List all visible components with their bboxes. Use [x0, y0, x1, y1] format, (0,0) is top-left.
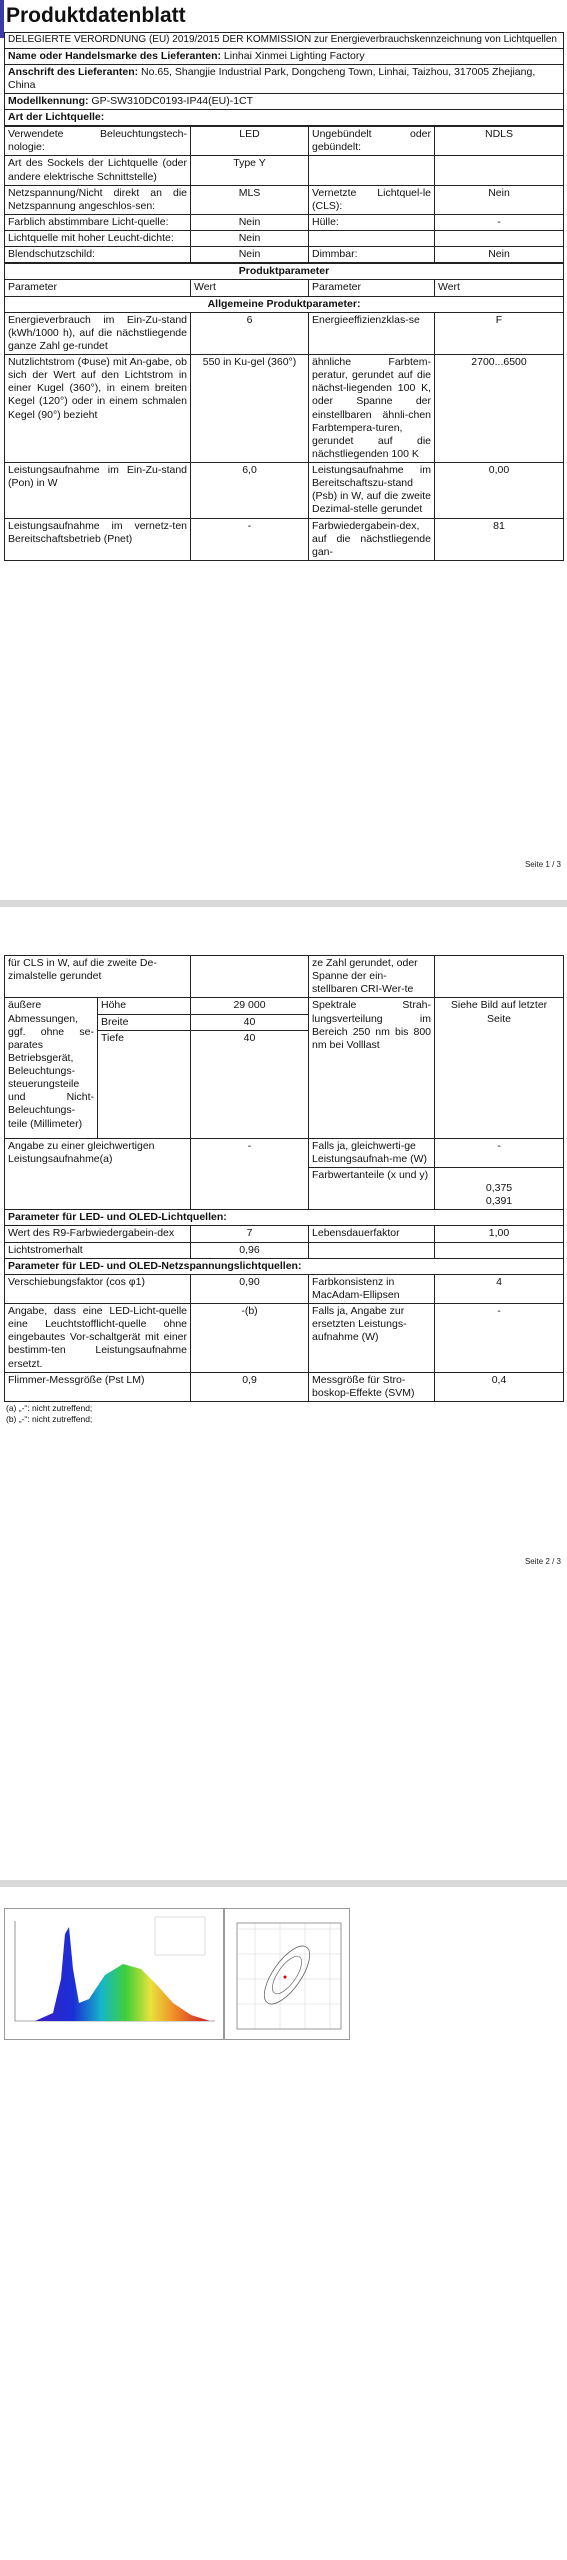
param-label: Lichtquelle mit hoher Leucht-dichte: [5, 231, 191, 247]
regulation-text: DELEGIERTE VERORDNUNG (EU) 2019/2015 DER KOMMISSION zur Energieverbrauchskennzeichnung von Lichtquellen [5, 33, 564, 49]
empty-cell [191, 956, 309, 998]
model-id: GP-SW310DC0193-IP44(EU)-1CT [91, 94, 254, 107]
param-value: 6 [191, 312, 309, 354]
empty-cell [435, 956, 564, 998]
dimensions-label: äußere Abmessungen, ggf. ohne se-parates Betriebsgerät, Beleuchtungs-steuerungsteile und Nicht-Beleuchtungs-teile (Millimeter) [5, 998, 98, 1138]
dim-width-label: Breite [98, 1014, 191, 1030]
rows1-row [5, 185, 564, 214]
param-label [309, 156, 435, 185]
chroma-bg [225, 1909, 349, 2039]
param-value: Type Y [191, 156, 309, 185]
supplier-address: No.65, Shangjie Industrial Park, Dongcheng Town, Linhai, Taizhou, 317005 Zhejiang, China [8, 65, 536, 91]
flicker-value: 0,9 [191, 1372, 309, 1401]
chromaticity-panel [224, 1908, 350, 2040]
supplier-name-label: Name oder Handelsmarke des Lieferanten: [8, 49, 221, 62]
param-value [435, 231, 564, 247]
col-parameter-1: Parameter [5, 280, 191, 296]
life-label: Lebensdauerfaktor [309, 1226, 435, 1242]
param-value: Nein [191, 231, 309, 247]
param-label: Nutzlichtstrom (Φuse) mit An-gabe, ob sich der Wert auf den Lichtstrom in einer Kugel (360°), in einem breiten Kegel (120°) oder in einem schmalen Kegel (90°) bezieht [5, 355, 191, 463]
product-params-table [4, 263, 564, 561]
page-2 [0, 907, 567, 1867]
param-label: Vernetzte Lichtquel-le (CLS): [309, 185, 435, 214]
page-1 [0, 0, 567, 880]
replace-r-value: - [435, 1304, 564, 1373]
param-value [435, 156, 564, 185]
param-label: Leistungsaufnahme im vernetz-ten Bereitschaftsbetrieb (Pnet) [5, 518, 191, 560]
rows2-row [5, 518, 564, 560]
param-label: Energieeffizienzklas-se [309, 312, 435, 354]
measured-point [284, 1976, 287, 1979]
lumen-maintenance-label: Lichtstromerhalt [5, 1242, 191, 1258]
param-label: Ungebündelt oder gebündelt: [309, 127, 435, 156]
col-wert-2: Wert [435, 280, 564, 296]
spectrum-chart [5, 1909, 223, 2039]
r9-value: 7 [191, 1226, 309, 1242]
spectral-value: Siehe Bild auf letzter Seite [435, 998, 564, 1138]
footnote-a: (a) „-“: nicht zutreffend; [6, 1402, 93, 1413]
param-value: Nein [191, 247, 309, 263]
supplier-name-row [5, 48, 564, 64]
macadam-label: Farbkonsistenz in MacAdam-Ellipsen [309, 1274, 435, 1303]
page2-table [4, 955, 564, 1402]
param-value: 2700...6500 [435, 355, 564, 463]
model-label: Modellkennung: [8, 94, 89, 107]
chromaticity-label: Farbwertanteile (x und y) [309, 1167, 435, 1209]
figures [4, 1908, 563, 2038]
life-value: 1,00 [435, 1226, 564, 1242]
produktparameter-header: Produktparameter [5, 264, 564, 280]
page-footer-2: Seite 2 / 3 [524, 1557, 561, 1566]
rows1-row [5, 247, 564, 263]
net-header: Parameter für LED- und OLED-Netzspannungslichtquellen: [5, 1258, 564, 1274]
replace-value: -(b) [191, 1304, 309, 1373]
allgemeine-header: Allgemeine Produktparameter: [5, 296, 564, 312]
replace-label: Angabe, dass eine LED-Licht-quelle eine Leuchtstofflicht-quelle ohne eingebautes Vor-schaltgerät mit einer bestimm-ten Leistungsaufnahme ersetzt. [5, 1304, 191, 1373]
dim-depth-label: Tiefe [98, 1030, 191, 1138]
param-label: Dimmbar: [309, 247, 435, 263]
param-value: Nein [435, 247, 564, 263]
param-value: - [191, 518, 309, 560]
param-label: Verwendete Beleuchtungstech-nologie: [5, 127, 191, 156]
equiv-label: Angabe zu einer gleichwertigen Leistungsaufnahme(a) [5, 1138, 191, 1210]
empty-cell [309, 1242, 435, 1258]
param-label: Art des Sockels der Lichtquelle (oder andere elektrische Schnittstelle) [5, 156, 191, 185]
spectral-label: Spektrale Strah-lungsverteilung im Bereich 250 nm bis 800 nm bei Volllast [309, 998, 435, 1138]
empty-cell [435, 1242, 564, 1258]
dim-depth-value: 40 [191, 1030, 309, 1138]
param-label [309, 231, 435, 247]
rows2-row [5, 355, 564, 463]
chromaticity-chart [225, 1909, 349, 2039]
param-value: 6,0 [191, 463, 309, 519]
lumen-maintenance-value: 0,96 [191, 1242, 309, 1258]
cos-value: 0,90 [191, 1274, 309, 1303]
supplier-address-label: Anschrift des Lieferanten: [8, 65, 139, 78]
param-value: Nein [435, 185, 564, 214]
param-value: 0,00 [435, 463, 564, 519]
flicker-label: Flimmer-Messgröße (Pst LM) [5, 1372, 191, 1401]
art-header: Art der Lichtquelle: [5, 110, 564, 126]
rows1-row [5, 231, 564, 247]
chromaticity-value [435, 1167, 564, 1209]
rows2-row [5, 463, 564, 519]
param-value: - [435, 214, 564, 230]
model-row [5, 93, 564, 109]
macadam-value: 4 [435, 1274, 564, 1303]
svm-label: Messgröße für Stro-boskop-Effekte (SVM) [309, 1372, 435, 1401]
param-value: Nein [191, 214, 309, 230]
dim-width-value: 40 [191, 1014, 309, 1030]
svm-value: 0,4 [435, 1372, 564, 1401]
param-label: Energieverbrauch im Ein-Zu-stand (kWh/1000 h), auf die nächstliegende ganze Zahl ge-rundet [5, 312, 191, 354]
param-label: ähnliche Farbtem-peratur, gerundet auf die nächst-liegenden 100 K, oder Spanne der einstellbaren ähnli-chen Farbtempera-turen, gerundet auf die nächstliegenden 100 K [309, 355, 435, 463]
lightsource-table [4, 126, 564, 263]
param-label: Hülle: [309, 214, 435, 230]
supplier-name: Linhai Xinmei Lighting Factory [223, 49, 365, 62]
param-label: Leistungsaufnahme im Ein-Zu-stand (Pon) in W [5, 463, 191, 519]
r9-label: Wert des R9-Farbwiedergabein-dex [5, 1226, 191, 1242]
col-parameter-2: Parameter [309, 280, 435, 296]
equiv-r-label: Falls ja, gleichwerti-ge Leistungsaufnah-me (W) [309, 1138, 435, 1167]
param-label: Netzspannung/Nicht direkt an die Netzspannung angeschlos-sen: [5, 185, 191, 214]
rows1-row [5, 214, 564, 230]
param-label: Leistungsaufnahme im Bereitschaftszu-stand (Psb) in W, auf die zweite Dezimal-stelle gerundet [309, 463, 435, 519]
col-wert-1: Wert [191, 280, 309, 296]
param-value: MLS [191, 185, 309, 214]
title-accent-bar [0, 0, 4, 38]
chromaticity-y: 0,391 [485, 1195, 513, 1208]
dim-height-label: Höhe [98, 998, 191, 1014]
cri-continuation: ze Zahl gerundet, oder Spanne der ein-stellbaren CRI-Wer-te [309, 956, 435, 998]
param-value: LED [191, 127, 309, 156]
rows1-row [5, 127, 564, 156]
replace-r-label: Falls ja, Angabe zur ersetzten Leistungs-aufnahme (W) [309, 1304, 435, 1373]
header-table [4, 32, 564, 126]
param-label: Blendschutzschild: [5, 247, 191, 263]
cls-continuation: für CLS in W, auf die zweite De-zimalstelle gerundet [5, 956, 191, 998]
spectrum-panel [4, 1908, 224, 2040]
equiv-value: - [191, 1138, 309, 1210]
dim-height-value: 29 000 [191, 998, 309, 1014]
rows2-row [5, 312, 564, 354]
param-value: 81 [435, 518, 564, 560]
param-value: 550 in Ku-gel (360°) [191, 355, 309, 463]
param-value: F [435, 312, 564, 354]
page-separator-2 [0, 1880, 567, 1887]
param-value: NDLS [435, 127, 564, 156]
cos-label: Verschiebungsfaktor (cos φ1) [5, 1274, 191, 1303]
rows1-row [5, 156, 564, 185]
equiv-r-value: - [435, 1138, 564, 1167]
page-separator [0, 900, 567, 907]
param-label: Farblich abstimmbare Licht-quelle: [5, 214, 191, 230]
page-footer-1: Seite 1 / 3 [524, 860, 561, 869]
page-title: Produktdatenblatt [6, 4, 186, 27]
footnote-b: (b) „-“: nicht zutreffend; [6, 1413, 93, 1424]
param-label: Farbwiedergabein-dex, auf die nächstliegende gan- [309, 518, 435, 560]
led-header: Parameter für LED- und OLED-Lichtquellen: [5, 1210, 564, 1226]
supplier-address-row [5, 64, 564, 93]
chromaticity-x: 0,375 [485, 1182, 513, 1194]
